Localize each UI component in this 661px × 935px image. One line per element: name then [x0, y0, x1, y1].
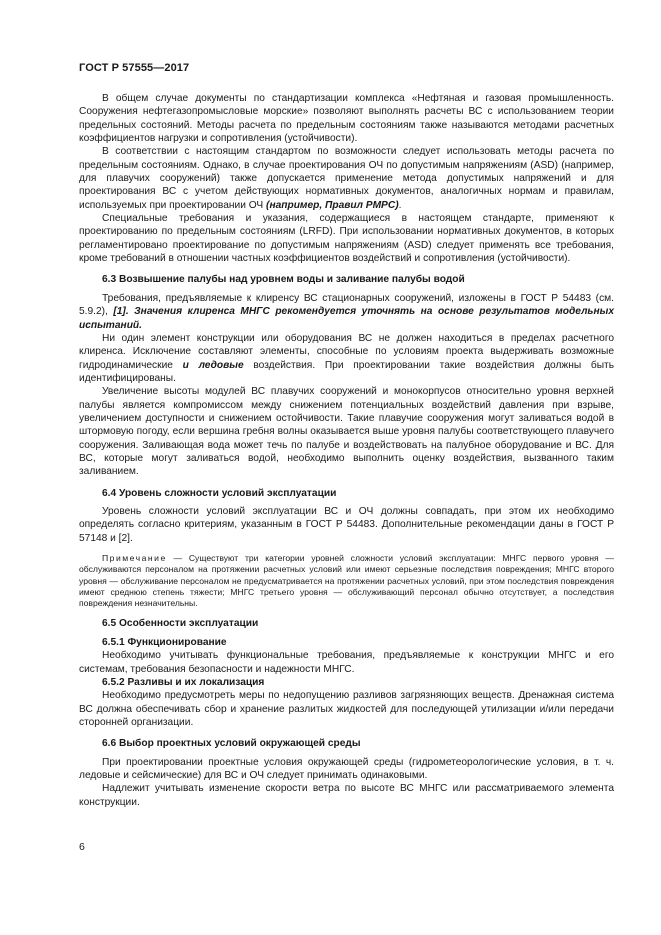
subsection-heading-6-5-2: 6.5.2 Разливы и их локализация — [102, 676, 265, 688]
paragraph: Необходимо предусмотреть меры по недопущению разливов загрязняющих веществ. Дренажная система ВС должна обеспечивать сбор и хранение разлитых жидкостей для последующей утилизации и/или передачи сторонней организации. — [79, 690, 614, 728]
section-heading-6-6: 6.6 Выбор проектных условий окружающей среды — [102, 738, 361, 750]
emphasis-text: и ледовые — [182, 359, 244, 371]
page-content — [79, 92, 614, 809]
paragraph — [79, 332, 614, 385]
section-heading-6-4: 6.4 Уровень сложности условий эксплуатации — [102, 487, 337, 499]
note-text: — Существуют три категории уровней сложности условий эксплуатации: МНГС первого уровня — обслуживаются персоналом на протяжении расчетных условий или имеют серьезные последствия повреждения; МНГС второго уровня — обслуживание персоналом не предусматривается на протяжении расчетных условий, при этом последствия повреждения имеют среднюю степень тяжести; МНГС третьего уровня — обслуживающий персонал обычно отсутствует, а последствия повреждения незначительны. — [79, 553, 614, 609]
paragraph: Необходимо учитывать функциональные требования, предъявляемые к конструкции МНГС и его системам, требования безопасности и надежности МНГС. — [79, 650, 614, 675]
text-run: В соответствии с настоящим стандартом по возможности следует использовать методы расчета по предельным состояниям. Однако, в случае проектирования ОЧ по допустимым напряжениям (ASD) (например, для плавучих сооружений) также допускается применение метода допустимых напряжений и для проектирования ВС с учетом действующих нормативных документов, аналогичных нормам и правилам, используемых при проектировании ОЧ — [79, 146, 614, 211]
paragraph: Надлежит учитывать изменение скорости ветра по высоте ВС МНГС или рассматриваемого элемента конструкции. — [79, 783, 614, 808]
paragraph — [79, 145, 614, 212]
emphasis-text: [1]. Значения клиренса МНГС рекомендуется уточнять на основе результатов модельных испытаний. — [79, 306, 615, 331]
paragraph: Специальные требования и указания, содержащиеся в настоящем стандарте, применяют к проектированию по предельным состояниям (LRFD). При использовании нормативных документов, в которых регламентировано проектирование по допустимым напряжениям (ASD) следует применять все требования, кроме требований в отношении частных коэффициентов воздействий и сопротивления (устойчивости). — [79, 213, 614, 265]
page-number: 6 — [79, 841, 85, 853]
paragraph: Увеличение высоты модулей ВС плавучих сооружений и монокорпусов относительно уровня верхней палубы является компромиссом между снижением потенциальных воздействий давления при взрыве, увеличением доступности и снижением остойчивости. Такие плавучие сооружения могут заливаться водой в штормовую погоду, если вершина гребня волны оказывается выше уровня палубы соответствующего плавучего сооружения. Заливающая вода может течь по палубе и воздействовать на палубное оборудование и ВС. Для ВС, которые могут заливаться водой, необходимо выполнить оценку воздействия, вызванного таким заливанием. — [79, 386, 614, 478]
note-label: Примечание — [102, 553, 167, 563]
text-run: Ни один элемент конструкции или оборудования ВС не должен находиться в пределах расчетного клиренса. Исключение составляют элементы, способные по условиям проекта выдерживать возможные гидродинамические — [79, 332, 614, 371]
text-run: Требования, предъявляемые к клиренсу ВС стационарных сооружений, изложены в ГОСТ Р 54483 (см. 5.9.2), — [79, 292, 614, 318]
note-paragraph — [79, 553, 614, 609]
subsection-heading-6-5-1: 6.5.1 Функционирование — [102, 636, 227, 648]
emphasis-text: (например, Правил РМРС) — [266, 199, 399, 211]
text-run: . — [398, 199, 402, 211]
text-run: воздействия. При проектировании такие воздействия должны быть идентифицированы. — [79, 359, 615, 384]
paragraph: В общем случае документы по стандартизации комплекса «Нефтяная и газовая промышленность. Сооружения нефтегазопромысловые морские» позволяют выполнять расчеты ВС с использованием теории предельных состояний. Методы расчета по предельным состояниям также называются методами расчетных коэффициентов нагрузки и сопротивления (устойчивости). — [79, 93, 614, 145]
note-block — [79, 553, 614, 609]
paragraph — [79, 292, 614, 332]
running-header: ГОСТ Р 57555—2017 — [79, 62, 190, 74]
section-heading-6-5: 6.5 Особенности эксплуатации — [102, 618, 259, 630]
paragraph: Уровень сложности условий эксплуатации ВС и ОЧ должны совпадать, при этом их необходимо определять согласно критериям, указанным в ГОСТ Р 54483. Дополнительные рекомендации даны в ГОСТ Р 57148 и [2]. — [79, 505, 614, 544]
paragraph: При проектировании проектные условия окружающей среды (гидрометеорологические условия, в т. ч. ледовые и сейсмические) для ВС и ОЧ следует принимать одинаковыми. — [79, 756, 614, 781]
section-heading-6-3: 6.3 Возвышение палубы над уровнем воды и заливание палубы водой — [102, 274, 465, 286]
